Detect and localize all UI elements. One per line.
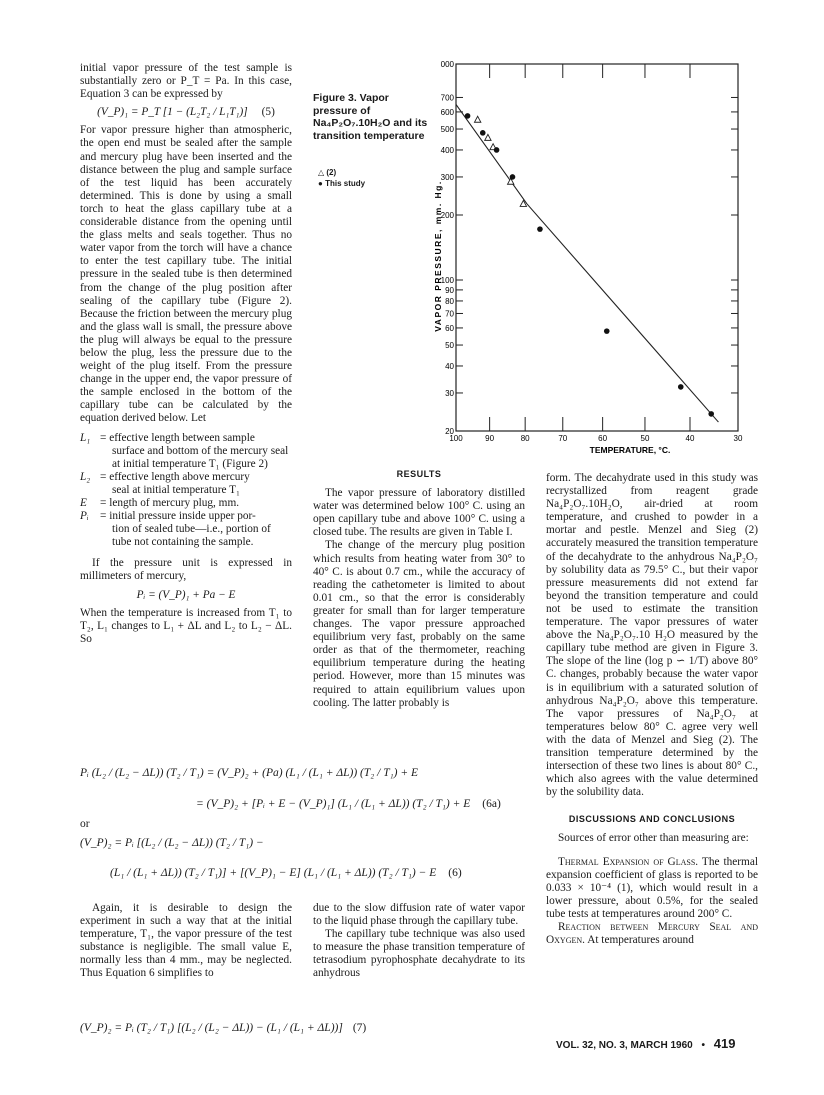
y-tick-label: 60 (445, 323, 454, 333)
paragraph: The change of the mercury plug position which results from heating water from 30° to 40° C. is about 0.7 cm., while the accuracy of reading the cathetometer is limited to about 0.01 cm., so that the error is considerably greater for small than for larger temperature changes. The vapor pressure approached equilibrium very fast, probably on the same order as that of the thermometer, reaching equilibrium temperature during the heating period. However, more than 15 minutes was required to attain equilibrium values upon cooling. The latter probably is (313, 539, 525, 709)
y-tick-label: 600 (440, 107, 454, 117)
right-column (546, 472, 758, 947)
bullet: • (701, 1040, 706, 1051)
equation-6-line1: (V_P)₂ = Pᵢ [(L₂ / (L₂ − ΔL)) (T₂ / T₁) − (80, 837, 264, 849)
x-tick-label: 80 (520, 434, 530, 443)
y-axis-ticks (441, 60, 738, 436)
data-point-circle (465, 113, 471, 119)
y-tick-label: 100 (440, 276, 454, 286)
y-tick-label: 400 (440, 145, 454, 155)
x-tick-label: 30 (733, 434, 743, 443)
definition-list (80, 432, 292, 550)
plot-border (456, 64, 738, 431)
data-point-circle (678, 384, 684, 390)
paragraph: Thermal Expansion of Glass. The thermal expansion coefficient of glass is reported to be 0.033 × 10⁻⁴ (1), which would result in a lower pressure, about 0.5%, for the sealed tube tests at temperatures around 200° C. (546, 855, 758, 920)
data-point-circle (537, 226, 543, 232)
paragraph: For vapor pressure higher than atmospheric, the open end must be sealed after the sample and mercury plug have been inserted and the distance between the plug and sample surface of the test liquid has been accurately determined. This is done by using a small torch to heat the glass capillary tube at a considerable distance from the opening until the glass melts and seals together. Thus no water vapor from the torch will have a chance to enter the test capillary tube. The initial pressure in the sealed tube is then determined from the change of the plug position after sealing of the capillary tube (Figure 2). Because the friction between the mercury plug and the glass wall is small, the pressure above the plug will always be equal to the pressure below the plug, less the pressure due to the weight of the plug itself. From the pressure change in the upper end, the vapor pressure of the sample enclosed in the bottom of the capillary tube can be calculated by the equation derived below. Let (80, 124, 292, 425)
x-tick-label: 40 (685, 434, 695, 443)
definition-item: Pᵢ = initial pressure inside upper por- tion of sealed tube—i.e., portion of tube not containing the sample. (80, 510, 271, 549)
legend-item-open-triangle: △ (2) (318, 168, 337, 177)
paragraph: form. The decahydrate used in this study was recrystallized from reagent grade Na₄P₂O₇.10H₂O, air-dried at room temperature, and crushed to powder in a mortar and pestle. Menzel and Sieg (2) accurately measured the transition temperature of the decahydrate to the anhydrous Na₄P₂O₇ by solubility data as 79.5° C., but their vapor pressure measurements did not extend far beyond the transition temperature and could not be used to estimate the transition temperature. The vapor pressures of water above the Na₄P₂O₇.10 H₂O measured by the capillary tube method are given in Figure 3. The slope of the line (log p ∽ 1/T) above 80° C. changes, probably because the water vapor is in equilibrium with a saturated solution of anhydrous Na₄P₂O₇ above this temperature. The vapor pressures of Na₄P₂O₇ at temperatures below 80° C. agree very well with the data of Menzel and Sieg (2). The transition temperature determined by the intersection of these two lines is about 80° C., which also agrees with the value determined by the solubility data. (546, 472, 758, 799)
legend-item-filled-circle: ● This study (318, 179, 366, 188)
equation-6-line2: (L₁ / (L₁ + ΔL)) (T₂ / T₁)] + [(V_P)₁ − E] (L₁ / (L₁ + ΔL)) (T₂ / T₁) − E (6) (110, 867, 462, 879)
equation-6a-line1: Pᵢ (L₂ / (L₂ − ΔL)) (T₂ / T₁) = (V_P)₂ + (Pa) (L₁ / (L₁ + ΔL)) (T₂ / T₁) + E (80, 767, 418, 779)
data-point-circle (708, 411, 714, 417)
paragraph: initial vapor pressure of the test sample is substantially zero or P_T = Pa. In this case, Equation 3 can be expressed by (80, 62, 292, 101)
definition-item: E = length of mercury plug, mm. (80, 497, 240, 509)
y-tick-label: 80 (445, 296, 454, 306)
left-column (80, 62, 292, 646)
equation-5: (V_P)₁ = P_T [1 − (L₂T₂ / L₁T₁)] (5) (97, 106, 275, 119)
chart-frame (456, 64, 738, 431)
figure-legend (318, 168, 365, 190)
x-axis-label: TEMPERATURE, °C. (589, 445, 671, 455)
y-tick-label: 30 (445, 388, 454, 398)
y-tick-label: 20 (445, 427, 454, 436)
bottom-mid-column (313, 902, 525, 981)
equation-7: (V_P)₂ = Pᵢ (T₂ / T₁) [(L₂ / (L₂ − ΔL)) − (L₁ / (L₁ + ΔL))] (7) (80, 1022, 367, 1034)
data-point-circle (510, 174, 516, 180)
vapor-pressure-chart (420, 56, 760, 466)
paragraph: The vapor pressure of laboratory distilled water was determined below 100° C. using an open capillary tube and above 100° C. using a closed tube. The results are given in Table I. (313, 487, 525, 539)
figure-caption: Figure 3. Vapor pressure of Na₄P₂O₇.10H₂O and its transition temperature (313, 92, 428, 142)
section-heading-results: RESULTS (396, 469, 442, 479)
equation-pi: Pᵢ = (V_P)₁ + Pa − E (136, 588, 236, 601)
y-tick-label: 50 (445, 341, 454, 351)
paragraph: Sources of error other than measuring are: (558, 832, 749, 845)
y-tick-label: 40 (445, 361, 454, 371)
y-axis-label: VAPOR PRESSURE, mm. Hg. (433, 180, 443, 332)
data-point-circle (494, 147, 500, 153)
paragraph: Again, it is desirable to design the experiment in such a way that at the initial temperature, T₁, the vapor pressure of the test substance is negligible. The small value E, normally less than 4 mm., may be neglected. Thus Equation 6 simplifies to (80, 902, 292, 980)
data-points (465, 113, 714, 417)
definition-item: L₁ = effective length between sample surface and bottom of the mercury seal at initial temperature T₁ (Figure 2) (80, 431, 289, 470)
results-column (313, 468, 525, 710)
x-tick-label: 60 (598, 434, 608, 443)
section-heading-discussions: DISCUSSIONS AND CONCLUSIONS (568, 814, 736, 825)
data-point-triangle (485, 134, 491, 140)
x-tick-label: 100 (449, 434, 463, 443)
y-tick-label: 90 (445, 285, 454, 295)
data-point-triangle (474, 116, 480, 122)
data-point-circle (480, 130, 486, 136)
or-text: or (80, 818, 90, 830)
journal-info: VOL. 32, NO. 3, MARCH 1960 (556, 1040, 693, 1051)
x-tick-label: 70 (558, 434, 568, 443)
triangle-icon: △ (318, 168, 325, 177)
y-tick-label: 000 (440, 60, 454, 69)
x-tick-label: 50 (640, 434, 650, 443)
y-tick-label: 700 (440, 93, 454, 103)
y-tick-label: 200 (440, 210, 454, 220)
y-tick-label: 500 (440, 125, 454, 135)
page-number: 419 (713, 1036, 736, 1051)
paragraph: When the temperature is increased from T₁ to T₂, L₁ changes to L₁ + ΔL and L₂ to L₂ − ΔL. So (80, 606, 292, 645)
data-point-circle (604, 328, 610, 334)
page-footer (556, 1036, 736, 1051)
fit-line (527, 204, 718, 422)
x-tick-label: 90 (485, 434, 495, 443)
paragraph: The capillary tube technique was also used to measure the phase transition temperature of tetrasodium pyrophosphate decahydrate to its anhydrous (313, 928, 525, 980)
y-tick-label: 70 (445, 309, 454, 319)
paragraph: Reaction between Mercury Seal and Oxygen. At temperatures around (546, 921, 758, 947)
filled-circle-icon: ● (318, 179, 323, 188)
fit-line (456, 104, 527, 204)
equation-6a-line2: = (V_P)₂ + [Pᵢ + E − (V_P)₁] (L₁ / (L₁ + ΔL)) (T₂ / T₁) + E (6a) (196, 798, 501, 810)
x-axis-ticks (449, 64, 743, 443)
definition-item: L₂ = effective length above mercury seal at initial temperature T₁ (80, 470, 250, 496)
y-tick-label: 300 (440, 172, 454, 182)
paragraph: If the pressure unit is expressed in millimeters of mercury, (80, 557, 292, 583)
bottom-left-column (80, 902, 292, 981)
paragraph: due to the slow diffusion rate of water vapor to the liquid phase through the capillary tube. (313, 902, 525, 928)
